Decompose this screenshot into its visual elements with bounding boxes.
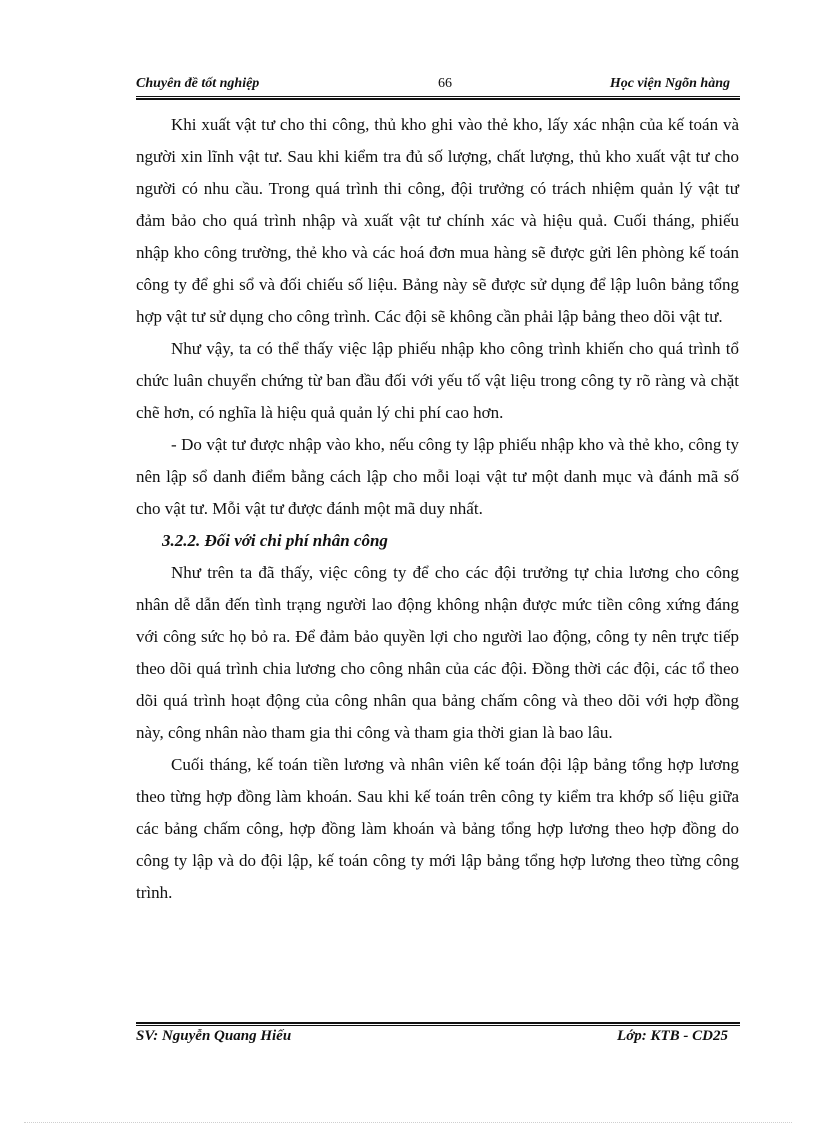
document-body — [136, 109, 739, 909]
page-footer — [136, 1028, 740, 1048]
footer-class: Lớp: KTB - CD25 — [617, 1028, 728, 1044]
header-institution: Học viện Ngõn hàng — [609, 76, 730, 91]
page-number: 66 — [438, 76, 452, 91]
header-rule — [136, 96, 740, 100]
paragraph-4: Như trên ta đã thấy, việc công ty để cho các đội trưởng tự chia lương cho công nhân dễ dẫn đến tình trạng người lao động không nhận được mức tiền công xứng đáng với công sức họ bỏ ra. Để đảm bảo quyền lợi cho người lao động, công ty nên trực tiếp theo dõi quá trình chia lương cho công nhân của các đội. Đồng thời các đội, các tổ theo dõi quá trình hoạt động của công nhân qua bảng chấm công và theo dõi với hợp đồng này, công nhân nào tham gia thi công và tham gia thời gian là bao lâu. — [136, 563, 739, 742]
paragraph-1: Khi xuất vật tư cho thi công, thủ kho ghi vào thẻ kho, lấy xác nhận của kế toán và người xin lĩnh vật tư. Sau khi kiểm tra đủ số lượng, chất lượng, thủ kho xuất vật tư cho người có nhu cầu. Trong quá trình thi công, đội trưởng có trách nhiệm quản lý vật tư đảm bảo cho quá trình nhập và xuất vật tư chính xác và hiệu quả. Cuối tháng, phiếu nhập kho công trường, thẻ kho và các hoá đơn mua hàng sẽ được gửi lên phòng kế toán công ty để ghi sổ và đối chiếu số liệu. Bảng này sẽ được sử dụng để lập luôn bảng tổng hợp vật tư sử dụng cho công trình. Các đội sẽ không cần phải lập bảng theo dõi vật tư. — [136, 115, 739, 326]
header-title: Chuyên đề tốt nghiệp — [136, 76, 260, 91]
footer-rule — [136, 1022, 740, 1026]
section-heading: 3.2.2. Đối với chi phí nhân công — [162, 531, 388, 550]
paragraph-5: Cuối tháng, kế toán tiền lương và nhân viên kế toán đội lập bảng tổng hợp lương theo từng hợp đồng làm khoán. Sau khi kế toán trên công ty kiểm tra khớp số liệu giữa các bảng chấm công, hợp đồng làm khoán và bảng tổng hợp lương theo hợp đồng do công ty lập và do đội lập, kế toán công ty mới lập bảng tổng hợp lương theo từng công trình. — [136, 755, 739, 902]
paragraph-3: - Do vật tư được nhập vào kho, nếu công ty lập phiếu nhập kho và thẻ kho, công ty nên lập sổ danh điểm bằng cách lập cho mỗi loại vật tư một danh mục và đánh mã số cho vật tư. Mỗi vật tư được đánh một mã duy nhất. — [136, 435, 739, 518]
footer-student: SV: Nguyễn Quang Hiếu — [136, 1028, 292, 1044]
page-header — [136, 76, 740, 96]
paragraph-2: Như vậy, ta có thể thấy việc lập phiếu nhập kho công trình khiến cho quá trình tổ chức luân chuyển chứng từ ban đầu đối với yếu tố vật liệu trong công ty rõ ràng và chặt chẽ hơn, có nghĩa là hiệu quả quản lý chi phí cao hơn. — [136, 339, 739, 422]
